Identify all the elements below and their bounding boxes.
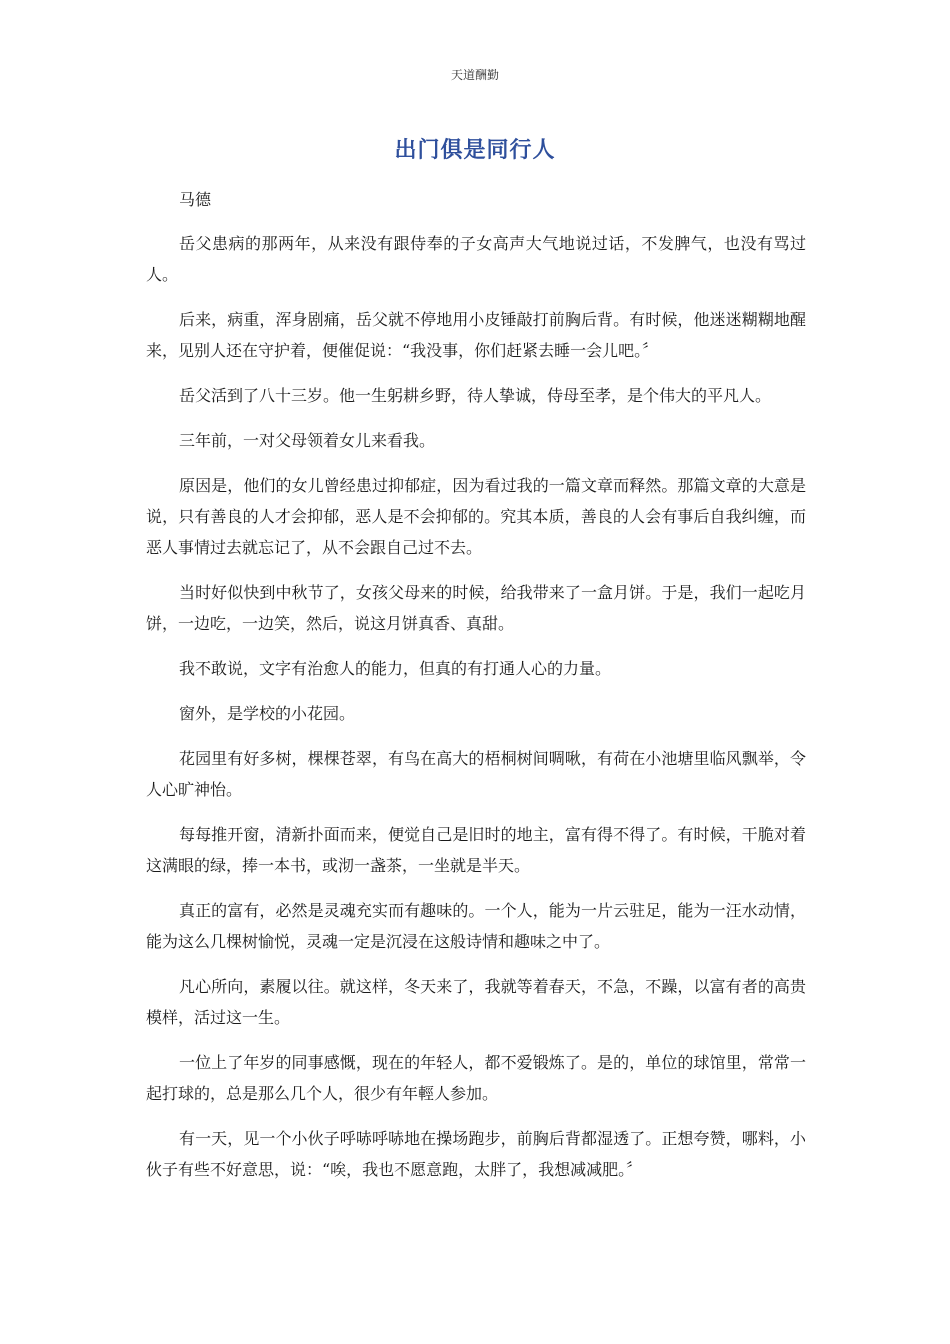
paragraph: 岳父活到了八十三岁。他一生躬耕乡野，待人挚诚，侍母至孝，是个伟大的平凡人。: [179, 386, 772, 405]
paragraph: 一位上了年岁的同事感慨，现在的年轻人，都不爱锻炼了。是的，单位的球馆里，常常一起打球的，总是那么几个人，很少有年輕人参加。: [146, 1053, 806, 1103]
paragraph: 当时好似快到中秋节了，女孩父母来的时候，给我带来了一盒月饼。于是，我们一起吃月饼，一边吃，一边笑，然后，说这月饼真香、真甜。: [146, 583, 806, 633]
paragraph: 每每推开窗，清新扑面而来，便觉自己是旧时的地主，富有得不得了。有时候，干脆对着这满眼的绿，捧一本书，或沏一盏茶，一坐就是半天。: [146, 825, 806, 875]
paragraph: 我不敢说，文字有治愈人的能力，但真的有打通人心的力量。: [179, 659, 612, 678]
paragraph: 真正的富有，必然是灵魂充实而有趣味的。一个人，能为一片云驻足，能为一汪水动情，能为这么几棵树愉悦，灵魂一定是沉浸在这般诗情和趣味之中了。: [146, 901, 806, 951]
article-body: [146, 184, 806, 1199]
paragraph: 后来，病重，浑身剧痛，岳父就不停地用小皮锤敲打前胸后背。有时候，他迷迷糊糊地醒来，见别人还在守护着，便催促说：“我没事，你们赶紧去睡一会儿吧。〞: [146, 310, 806, 360]
article-title: 出门俱是同行人: [394, 138, 556, 163]
paragraph: 岳父患病的那两年，从来没有跟侍奉的子女高声大气地说过话，不发脾气，也没有骂过人。: [146, 234, 806, 284]
paragraph: 花园里有好多树，棵棵苍翠，有鸟在高大的梧桐树间啁啾，有荷在小池塘里临风飘举，令人心旷神怡。: [146, 749, 806, 799]
article-author: 马德: [179, 190, 212, 209]
paragraph: 原因是，他们的女儿曾经患过抑郁症，因为看过我的一篇文章而释然。那篇文章的大意是说，只有善良的人才会抑郁，恶人是不会抑郁的。究其本质，善良的人会有事后自我纠缠，而恶人事情过去就忘记了，从不会跟自己过不去。: [146, 476, 806, 557]
paragraph: 凡心所向，素履以往。就这样，冬天来了，我就等着春天，不急，不躁，以富有者的高贵模样，活过这一生。: [146, 977, 806, 1027]
paragraph: 窗外，是学校的小花园。: [179, 704, 356, 723]
page-header: 天道酬勤: [450, 68, 499, 82]
paragraph: 有一天，见一个小伙子呼哧呼哧地在操场跑步，前胸后背都湿透了。正想夸赞，哪料，小伙子有些不好意思，说：“唉，我也不愿意跑，太胖了，我想减减肥。〞: [146, 1129, 806, 1179]
paragraph: 三年前，一对父母领着女儿来看我。: [179, 431, 436, 450]
